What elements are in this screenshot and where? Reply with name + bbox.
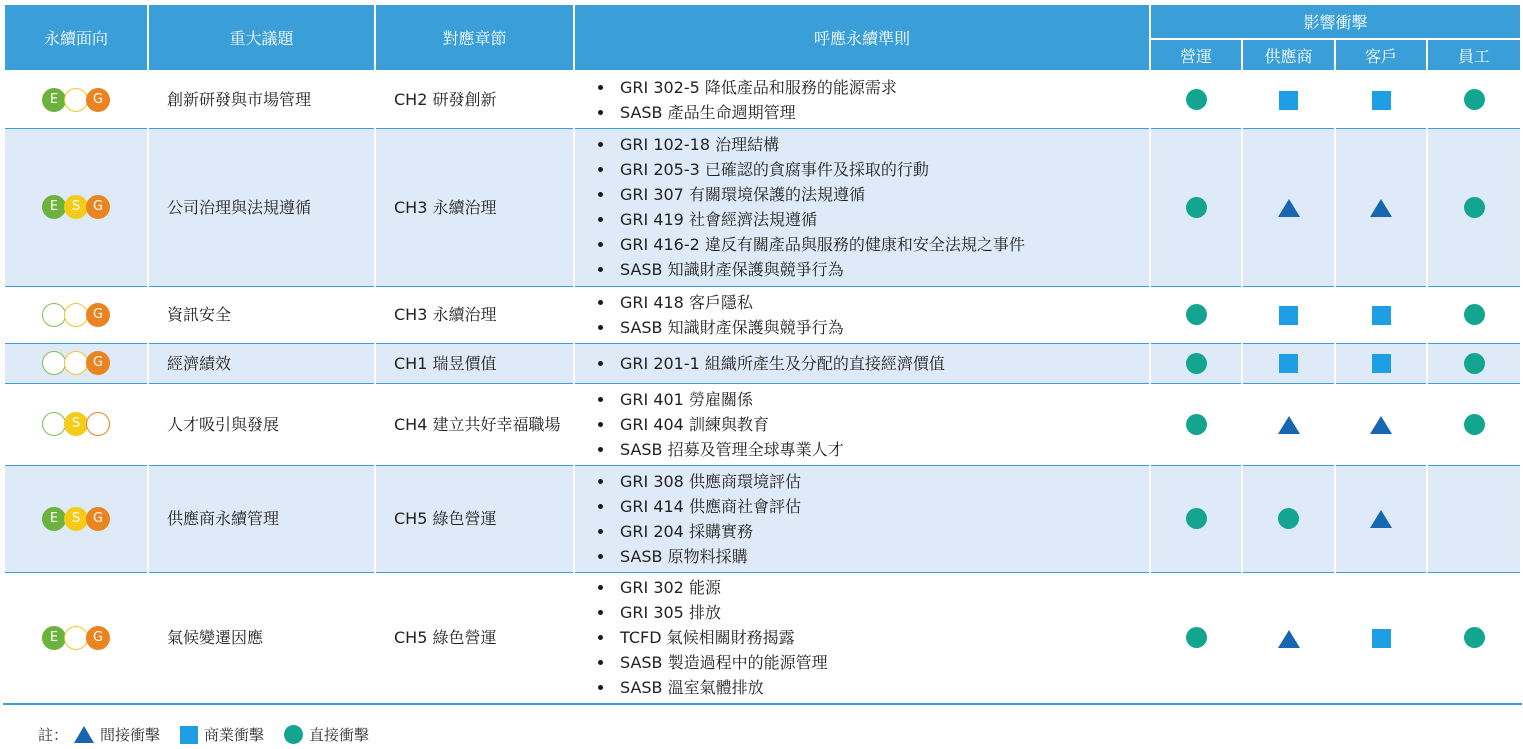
list-item: GRI 307 有關環境保護的法規遵循 bbox=[597, 182, 1149, 207]
impact-cell bbox=[1335, 572, 1427, 704]
standards-cell bbox=[574, 286, 1150, 343]
topic-cell: 公司治理與法規遵循 bbox=[148, 128, 375, 286]
standards-cell bbox=[574, 343, 1150, 383]
esg-e-badge: E bbox=[42, 195, 66, 219]
list-item: SASB 溫室氣體排放 bbox=[597, 675, 1149, 700]
list-item: SASB 製造過程中的能源管理 bbox=[597, 650, 1149, 675]
standards-list bbox=[597, 351, 1149, 376]
square-icon bbox=[180, 726, 198, 744]
impact-cell bbox=[1335, 128, 1427, 286]
header-topic: 重大議題 bbox=[148, 4, 375, 71]
topic-cell: 供應商永續管理 bbox=[148, 465, 375, 572]
list-item: GRI 404 訓練與教育 bbox=[597, 412, 1149, 437]
impact-cell bbox=[1335, 343, 1427, 383]
esg-aspect-cell bbox=[4, 128, 148, 286]
square-icon bbox=[1372, 354, 1391, 373]
impact-cell bbox=[1150, 128, 1242, 286]
impact-cell bbox=[1427, 343, 1521, 383]
circle-icon bbox=[1464, 627, 1485, 648]
table-row bbox=[4, 128, 1521, 286]
table-body bbox=[4, 71, 1521, 704]
esg-aspect-cell bbox=[4, 343, 148, 383]
square-icon bbox=[1372, 91, 1391, 110]
impact-cell bbox=[1242, 343, 1335, 383]
esg-s-badge: S bbox=[64, 507, 88, 531]
impact-cell bbox=[1427, 71, 1521, 128]
circle-icon bbox=[284, 725, 303, 744]
list-item: GRI 305 排放 bbox=[597, 600, 1149, 625]
topic-cell: 氣候變遷因應 bbox=[148, 572, 375, 704]
esg-g-badge: G bbox=[86, 507, 110, 531]
standards-cell bbox=[574, 71, 1150, 128]
impact-cell bbox=[1427, 286, 1521, 343]
impact-cell bbox=[1150, 572, 1242, 704]
standards-cell bbox=[574, 128, 1150, 286]
list-item: GRI 416-2 違反有關產品與服務的健康和安全法規之事件 bbox=[597, 232, 1149, 257]
esg-g-badge: G bbox=[86, 303, 110, 327]
list-item: SASB 知識財產保護與競爭行為 bbox=[597, 315, 1149, 340]
esg-e-badge bbox=[42, 351, 66, 375]
list-item: SASB 產品生命週期管理 bbox=[597, 100, 1149, 125]
esg-aspect-cell bbox=[4, 71, 148, 128]
legend-item-business bbox=[180, 724, 264, 745]
triangle-icon bbox=[1370, 416, 1392, 434]
chapter-cell: CH5 綠色營運 bbox=[375, 572, 574, 704]
legend-item-direct bbox=[284, 724, 369, 745]
impact-cell bbox=[1150, 465, 1242, 572]
esg-aspect-cell bbox=[4, 465, 148, 572]
triangle-icon bbox=[1278, 416, 1300, 434]
list-item: GRI 102-18 治理結構 bbox=[597, 132, 1149, 157]
standards-list bbox=[597, 290, 1149, 340]
header-impact: 影響衝擊 bbox=[1150, 4, 1521, 39]
list-item: SASB 原物料採購 bbox=[597, 544, 1149, 569]
esg-e-badge bbox=[42, 303, 66, 327]
circle-icon bbox=[1186, 197, 1207, 218]
esg-e-badge bbox=[42, 412, 66, 436]
esg-s-badge bbox=[64, 351, 88, 375]
list-item: GRI 308 供應商環境評估 bbox=[597, 469, 1149, 494]
list-item: TCFD 氣候相關財務揭露 bbox=[597, 625, 1149, 650]
circle-icon bbox=[1464, 197, 1485, 218]
esg-aspect-cell bbox=[4, 572, 148, 704]
table-row bbox=[4, 286, 1521, 343]
impact-cell bbox=[1242, 383, 1335, 465]
legend-text-indirect: 間接衝擊 bbox=[100, 726, 161, 744]
list-item: GRI 204 採購實務 bbox=[597, 519, 1149, 544]
esg-s-badge: S bbox=[64, 195, 88, 219]
list-item: GRI 205-3 已確認的貪腐事件及採取的行動 bbox=[597, 157, 1149, 182]
impact-cell bbox=[1242, 465, 1335, 572]
impact-cell bbox=[1242, 572, 1335, 704]
esg-g-badge: G bbox=[86, 626, 110, 650]
impact-cell bbox=[1150, 383, 1242, 465]
legend-label: 註： bbox=[38, 726, 69, 744]
header-chapter: 對應章節 bbox=[375, 4, 574, 71]
esg-aspect-cell bbox=[4, 383, 148, 465]
esg-g-badge bbox=[86, 412, 110, 436]
header-impact-customers: 客戶 bbox=[1335, 39, 1427, 71]
standards-cell bbox=[574, 383, 1150, 465]
standards-cell bbox=[574, 572, 1150, 704]
standards-list bbox=[597, 575, 1149, 700]
circle-icon bbox=[1186, 89, 1207, 110]
esg-aspect-cell bbox=[4, 286, 148, 343]
list-item: GRI 302 能源 bbox=[597, 575, 1149, 600]
square-icon bbox=[1279, 306, 1298, 325]
chapter-cell: CH3 永續治理 bbox=[375, 286, 574, 343]
triangle-icon bbox=[1278, 630, 1300, 648]
impact-cell bbox=[1150, 71, 1242, 128]
circle-icon bbox=[1464, 353, 1485, 374]
list-item: GRI 414 供應商社會評估 bbox=[597, 494, 1149, 519]
table-row bbox=[4, 572, 1521, 704]
impact-cell bbox=[1335, 383, 1427, 465]
list-item: GRI 302-5 降低產品和服務的能源需求 bbox=[597, 75, 1149, 100]
chapter-cell: CH2 研發創新 bbox=[375, 71, 574, 128]
triangle-icon bbox=[1278, 199, 1300, 217]
table-row bbox=[4, 383, 1521, 465]
header-aspect: 永續面向 bbox=[4, 4, 148, 71]
circle-icon bbox=[1186, 508, 1207, 529]
circle-icon bbox=[1464, 414, 1485, 435]
legend bbox=[38, 724, 389, 745]
header-impact-operations: 營運 bbox=[1150, 39, 1242, 71]
standards-cell bbox=[574, 465, 1150, 572]
materiality-table-container bbox=[3, 3, 1520, 705]
table-row bbox=[4, 343, 1521, 383]
standards-list bbox=[597, 75, 1149, 125]
esg-e-badge: E bbox=[42, 507, 66, 531]
impact-cell bbox=[1242, 71, 1335, 128]
impact-cell bbox=[1150, 343, 1242, 383]
list-item: SASB 招募及管理全球專業人才 bbox=[597, 437, 1149, 462]
table-row bbox=[4, 71, 1521, 128]
list-item: GRI 418 客戶隱私 bbox=[597, 290, 1149, 315]
triangle-icon bbox=[1370, 199, 1392, 217]
table-row bbox=[4, 465, 1521, 572]
esg-s-badge: S bbox=[64, 412, 88, 436]
impact-cell bbox=[1427, 465, 1521, 572]
chapter-cell: CH3 永續治理 bbox=[375, 128, 574, 286]
impact-cell bbox=[1150, 286, 1242, 343]
materiality-table bbox=[3, 3, 1522, 705]
header-standards: 呼應永續準則 bbox=[574, 4, 1150, 71]
triangle-icon bbox=[74, 726, 94, 743]
standards-list bbox=[597, 387, 1149, 462]
topic-cell: 人才吸引與發展 bbox=[148, 383, 375, 465]
esg-s-badge bbox=[64, 626, 88, 650]
chapter-cell: CH5 綠色營運 bbox=[375, 465, 574, 572]
triangle-icon bbox=[1370, 510, 1392, 528]
list-item: GRI 201-1 組織所產生及分配的直接經濟價值 bbox=[597, 351, 1149, 376]
impact-cell bbox=[1427, 572, 1521, 704]
impact-cell bbox=[1427, 128, 1521, 286]
esg-g-badge: G bbox=[86, 351, 110, 375]
topic-cell: 創新研發與市場管理 bbox=[148, 71, 375, 128]
standards-list bbox=[597, 132, 1149, 282]
legend-item-indirect bbox=[74, 724, 160, 745]
esg-s-badge bbox=[64, 88, 88, 112]
chapter-cell: CH1 瑞昱價值 bbox=[375, 343, 574, 383]
impact-cell bbox=[1242, 286, 1335, 343]
circle-icon bbox=[1278, 508, 1299, 529]
topic-cell: 經濟績效 bbox=[148, 343, 375, 383]
standards-list bbox=[597, 469, 1149, 569]
chapter-cell: CH4 建立共好幸福職場 bbox=[375, 383, 574, 465]
list-item: GRI 401 勞雇關係 bbox=[597, 387, 1149, 412]
circle-icon bbox=[1186, 304, 1207, 325]
square-icon bbox=[1279, 91, 1298, 110]
esg-g-badge: G bbox=[86, 195, 110, 219]
impact-cell bbox=[1335, 465, 1427, 572]
esg-e-badge: E bbox=[42, 88, 66, 112]
square-icon bbox=[1279, 354, 1298, 373]
impact-cell bbox=[1335, 71, 1427, 128]
esg-e-badge: E bbox=[42, 626, 66, 650]
circle-icon bbox=[1464, 304, 1485, 325]
impact-cell bbox=[1427, 383, 1521, 465]
esg-g-badge: G bbox=[86, 88, 110, 112]
square-icon bbox=[1372, 306, 1391, 325]
legend-text-direct: 直接衝擊 bbox=[309, 726, 370, 744]
square-icon bbox=[1372, 629, 1391, 648]
circle-icon bbox=[1464, 89, 1485, 110]
header-impact-suppliers: 供應商 bbox=[1242, 39, 1335, 71]
circle-icon bbox=[1186, 414, 1207, 435]
circle-icon bbox=[1186, 627, 1207, 648]
legend-text-business: 商業衝擊 bbox=[204, 726, 265, 744]
esg-s-badge bbox=[64, 303, 88, 327]
circle-icon bbox=[1186, 353, 1207, 374]
list-item: SASB 知識財產保護與競爭行為 bbox=[597, 257, 1149, 282]
topic-cell: 資訊安全 bbox=[148, 286, 375, 343]
list-item: GRI 419 社會經濟法規遵循 bbox=[597, 207, 1149, 232]
impact-cell bbox=[1242, 128, 1335, 286]
impact-cell bbox=[1335, 286, 1427, 343]
header-impact-employees: 員工 bbox=[1427, 39, 1521, 71]
